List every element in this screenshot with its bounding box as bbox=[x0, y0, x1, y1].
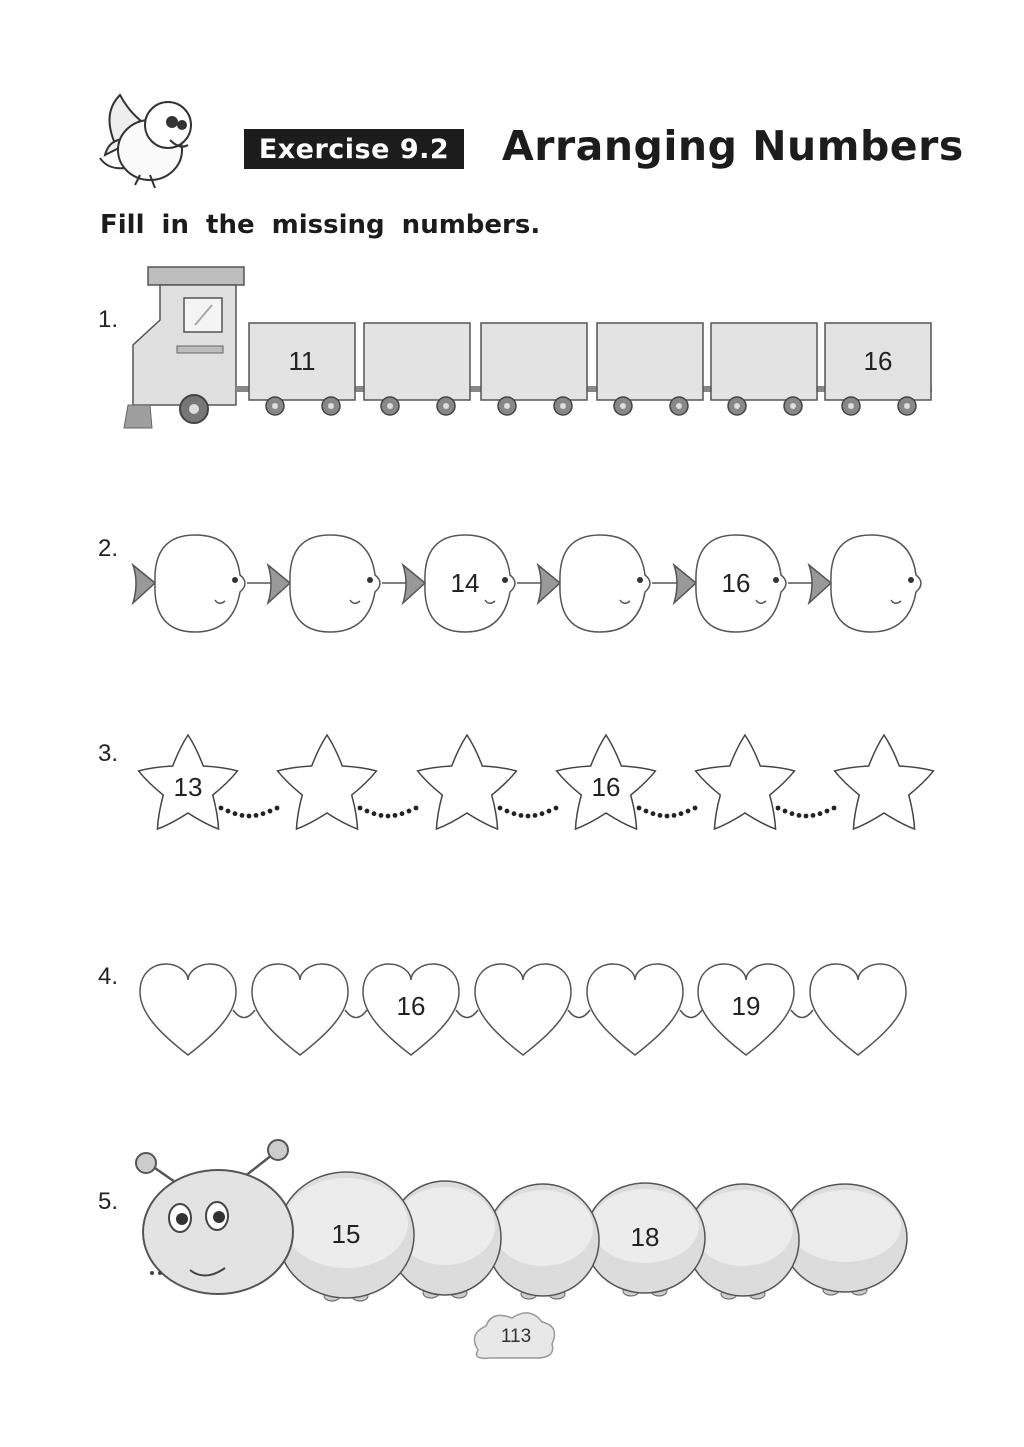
fish-number: 16 bbox=[721, 568, 751, 598]
question-number-5: 5. bbox=[98, 1188, 119, 1215]
train-car bbox=[597, 323, 703, 415]
fish-icon bbox=[133, 535, 280, 632]
caterpillar-number: 15 bbox=[331, 1219, 361, 1249]
page-title: Arranging Numbers bbox=[502, 122, 964, 170]
question-number-4: 4. bbox=[98, 963, 119, 990]
heart-icon bbox=[475, 964, 590, 1055]
fish-icon bbox=[403, 535, 550, 632]
caterpillar-number: 18 bbox=[630, 1222, 660, 1252]
question-number-1: 1. bbox=[98, 306, 119, 333]
heart-icon bbox=[587, 964, 702, 1055]
heart-icon bbox=[363, 964, 478, 1055]
bird-mascot-icon bbox=[100, 95, 191, 188]
star-icon bbox=[418, 735, 559, 829]
heart-icon bbox=[140, 964, 255, 1055]
star-icon bbox=[278, 735, 419, 829]
caterpillar-segment bbox=[487, 1184, 599, 1299]
train-car-number: 16 bbox=[863, 346, 893, 376]
question-number-2: 2. bbox=[98, 535, 119, 562]
heart-icon bbox=[252, 964, 367, 1055]
fish-icon bbox=[268, 535, 415, 632]
heart-icon bbox=[810, 964, 906, 1055]
fish-icon bbox=[674, 535, 821, 632]
train-car bbox=[364, 323, 470, 415]
fish-icon bbox=[809, 535, 921, 632]
heart-number: 19 bbox=[731, 991, 761, 1021]
star-icon bbox=[557, 735, 698, 829]
exercise-label: Exercise 9.2 bbox=[258, 133, 450, 165]
caterpillar-head bbox=[143, 1170, 293, 1294]
caterpillar-segment bbox=[585, 1183, 705, 1296]
caterpillar-segment bbox=[783, 1184, 907, 1295]
star-icon bbox=[139, 735, 280, 829]
star-number: 16 bbox=[591, 772, 621, 802]
star-icon bbox=[835, 735, 934, 829]
train-car bbox=[249, 323, 355, 415]
fish-number: 14 bbox=[450, 568, 480, 598]
question-number-3: 3. bbox=[98, 740, 119, 767]
caterpillar-segment bbox=[278, 1172, 414, 1301]
exercise-badge bbox=[244, 129, 464, 169]
train-car bbox=[825, 323, 931, 415]
star-icon bbox=[696, 735, 837, 829]
page-number: 113 bbox=[500, 1326, 532, 1347]
train-car bbox=[711, 323, 817, 415]
train-car bbox=[481, 323, 587, 415]
fish-icon bbox=[538, 535, 685, 632]
train-car-number: 11 bbox=[288, 346, 316, 376]
heart-number: 16 bbox=[396, 991, 426, 1021]
instruction-text: Fill in the missing numbers. bbox=[100, 210, 541, 240]
star-number: 13 bbox=[173, 772, 203, 802]
heart-icon bbox=[698, 964, 813, 1055]
